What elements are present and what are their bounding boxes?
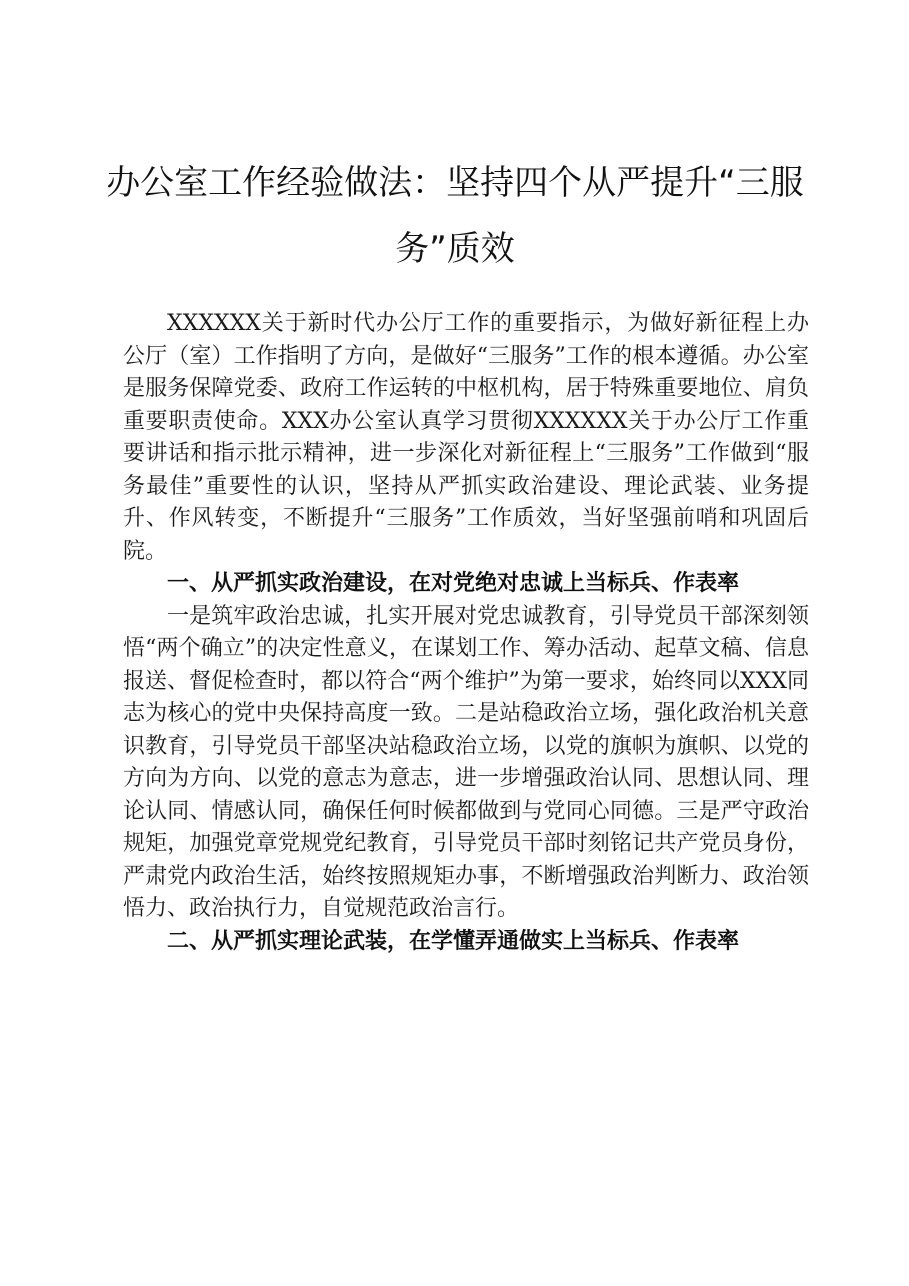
section-paragraph-1: 一是筑牢政治忠诚，扎实开展对党忠诚教育，引导党员干部深刻领悟“两个确立”的决定性意义，在谋划工作、筹办活动、起草文稿、信息报送、督促检查时，都以符合“两个维护”为第一要求，始终同以XXX同志为核心的党中央保持高度一致。二是站稳政治立场，强化政治机关意识教育，引导党员干部坚决站稳政治立场，以党的旗帜为旗帜、以党的方向为方向、以党的意志为意志，进一步增强政治认同、思想认同、理论认同、情感认同，确保任何时候都做到与党同心同德。三是严守政治规矩，加强党章党规党纪教育，引导党员干部时刻铭记共产党员身份，严肃党内政治生活，始终按照规矩办事，不断增强政治判断力、政治领悟力、政治执行力，自觉规范政治言行。 — [123, 603, 809, 921]
document-title: 办公室工作经验做法：坚持四个从严提升“三服务”质效 — [106, 163, 804, 269]
intro-paragraph: XXXXXX关于新时代办公厅工作的重要指示，为做好新征程上办公厅（室）工作指明了方向，是做好“三服务”工作的根本遵循。办公室是服务保障党委、政府工作运转的中枢机构，居于特殊重要地位、肩负重要职责使命。XXX办公室认真学习贯彻XXXXXX关于办公厅工作重要讲话和指示批示精神，进一步深化对新征程上“三服务”工作做到“服务最佳”重要性的认识，坚持从严抓实政治建设、理论武装、业务提升、作风转变，不断提升“三服务”工作质效，当好坚强前哨和巩固后院。 — [123, 311, 809, 564]
document-body — [123, 308, 809, 958]
section-heading-2: 二、从严抓实理论武装，在学懂弄通做实上当标兵、作表率 — [167, 928, 740, 954]
section-heading-1: 一、从严抓实政治建设，在对党绝对忠诚上当标兵、作表率 — [167, 571, 740, 596]
